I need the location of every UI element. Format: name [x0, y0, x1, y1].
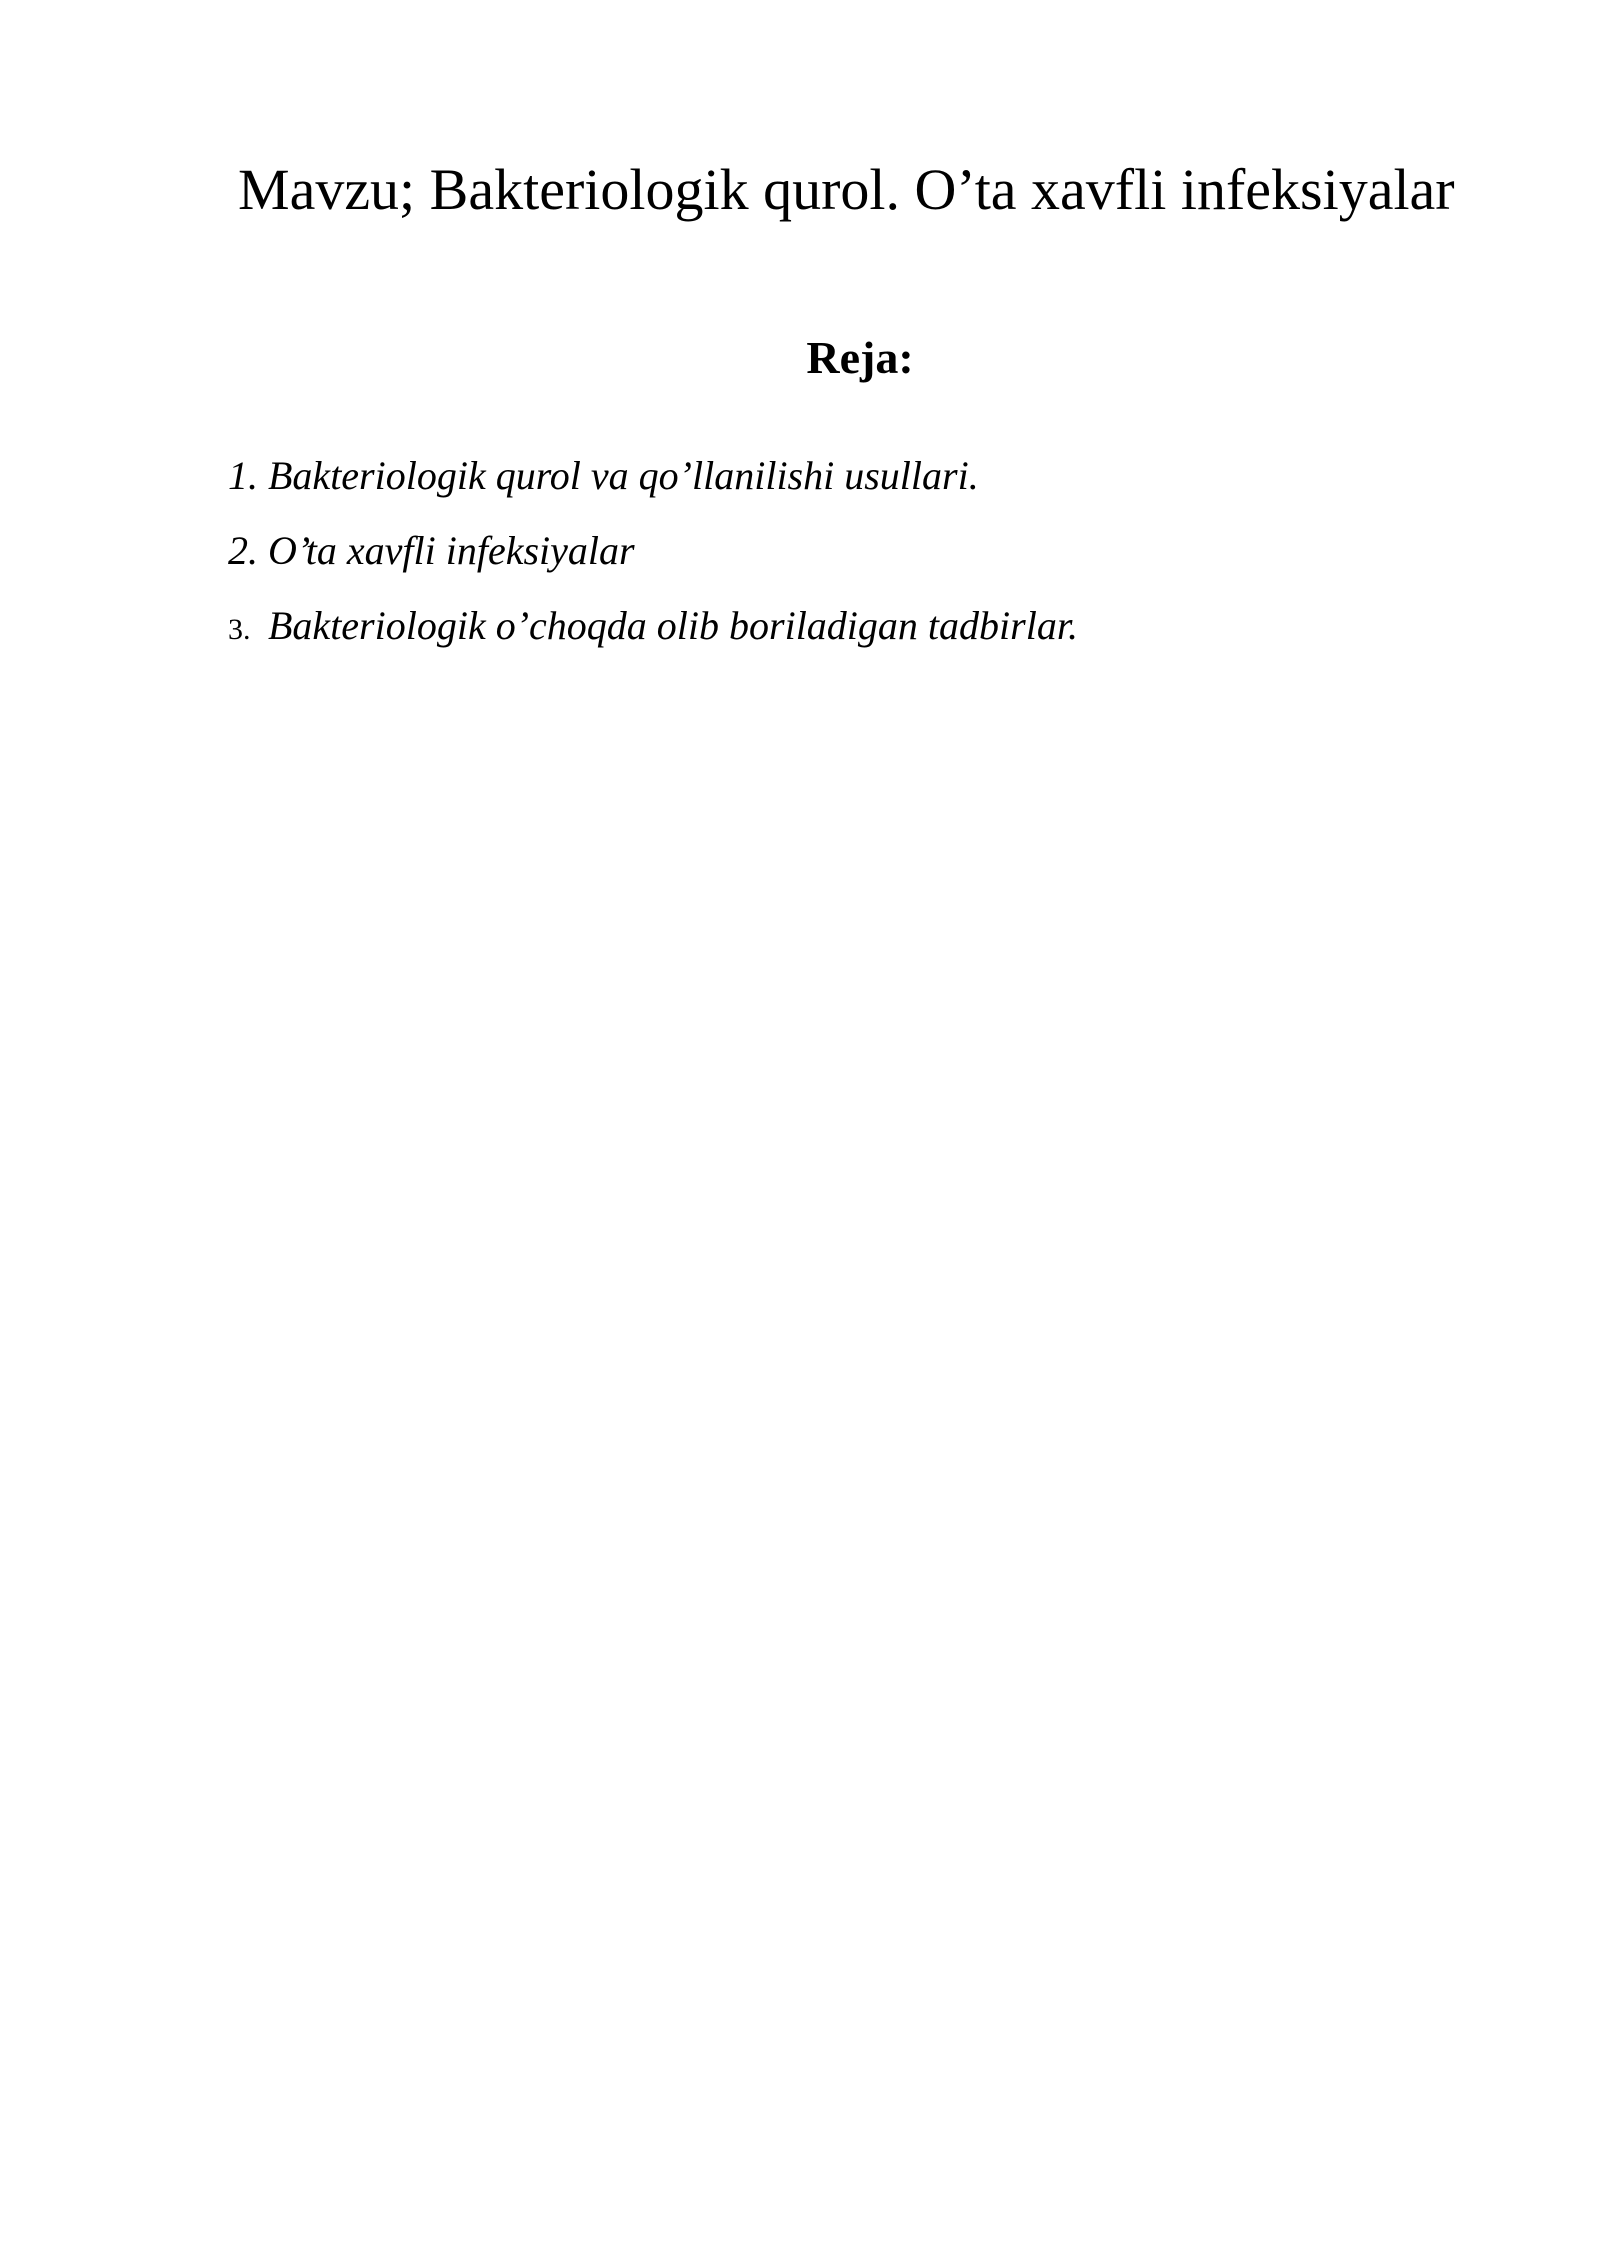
document-title: Mavzu; Bakteriologik qurol. O’ta xavfli infeksiyalar [238, 157, 1455, 222]
plan-item-1 [228, 448, 1078, 523]
plan-item-3 [228, 598, 1078, 673]
plan-list [228, 448, 1078, 673]
plan-item-text: Bakteriologik o’choqda olib boriladigan tadbirlar. [268, 603, 1078, 648]
plan-item-number: 3. [228, 613, 251, 646]
plan-item-2 [228, 523, 1078, 598]
plan-item-number: 1. [228, 453, 258, 498]
plan-item-text: O’ta xavfli infeksiyalar [268, 528, 635, 573]
plan-heading: Reja: [806, 332, 914, 383]
plan-item-text: Bakteriologik qurol va qo’llanilishi usullari. [268, 453, 979, 498]
plan-item-number: 2. [228, 528, 258, 573]
